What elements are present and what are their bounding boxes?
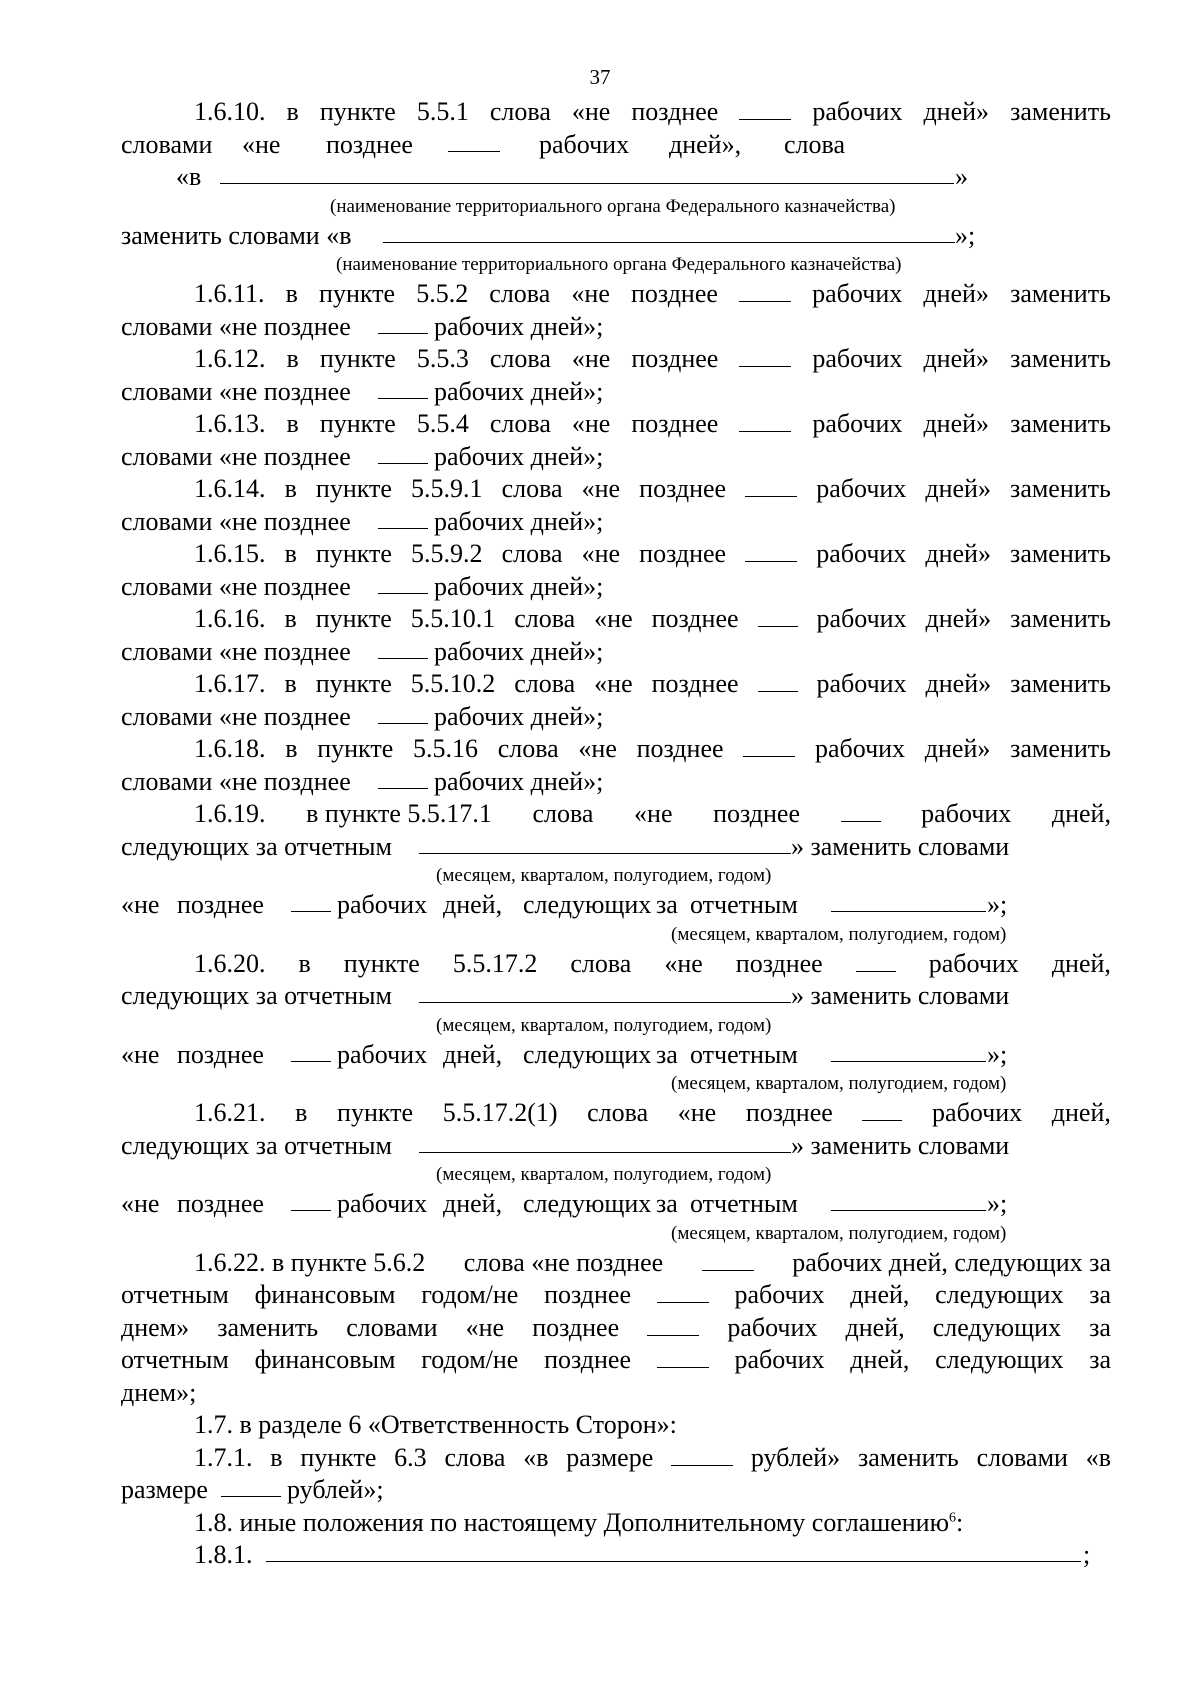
blank-field: [383, 220, 955, 243]
text-line: 1.7. в разделе 6 «Ответственность Сторон»:: [194, 1410, 677, 1439]
text-line: днем» заменить словами «не позднее рабочих дней, следующих за: [121, 1312, 1111, 1342]
text-line: словами «не позднее рабочих дней»;: [121, 766, 604, 796]
blank-field: [221, 1474, 281, 1497]
text-line: 1.6.19. в пункте 5.5.17.1 слова «не позднее рабочих дней,: [194, 799, 1111, 828]
field-caption: (месяцем, кварталом, полугодием, годом): [671, 1073, 1007, 1094]
text-line: 1.6.10. в пункте 5.5.1 слова «не позднее рабочих дней» заменить: [194, 97, 1111, 126]
text-line: днем»;: [121, 1377, 197, 1407]
text-line: 1.6.20. в пункте 5.5.17.2 слова «не позднее рабочих дней,: [194, 948, 1111, 978]
field-caption: (месяцем, кварталом, полугодием, годом): [436, 1164, 772, 1185]
footnote-marker: 6: [949, 1509, 957, 1525]
blank-field: [657, 1345, 709, 1368]
text-line: 1.6.17. в пункте 5.5.10.2 слова «не позднее рабочих дней» заменить: [194, 669, 1111, 698]
blank-field: [831, 1039, 986, 1062]
field-caption: (месяцем, кварталом, полугодием, годом): [671, 923, 1007, 945]
text-line: 1.6.13. в пункте 5.5.4 слова «не позднее рабочих дней» заменить: [194, 409, 1111, 438]
blank-field: [739, 409, 791, 432]
text-line: 1.6.18. в пункте 5.5.16 слова «не позднее рабочих дней» заменить: [194, 734, 1111, 763]
blank-field: [291, 1188, 331, 1211]
text-line: словами «не позднее рабочих дней»;: [121, 636, 604, 666]
blank-field: [647, 1313, 699, 1336]
text-line: следующих за отчетным » заменить словами: [121, 1130, 1010, 1160]
blank-field: [739, 279, 791, 302]
text-line: словами «не позднее рабочих дней»;: [121, 506, 604, 536]
text-line: отчетным финансовым годом/не позднее рабочих дней, следующих за: [121, 1345, 1111, 1374]
blank-field: [291, 1039, 331, 1062]
text-line: заменить словами «в »;: [121, 220, 976, 250]
blank-field: [702, 1248, 754, 1271]
text-line: 1.6.14. в пункте 5.5.9.1 слова «не позднее рабочих дней» заменить: [194, 474, 1111, 503]
text-line: следующих за отчетным » заменить словами: [121, 831, 1010, 861]
blank-field: [220, 161, 954, 184]
blank-field: [378, 376, 428, 399]
text-line: словами «не позднее рабочих дней»;: [121, 571, 604, 601]
text-line: «не позднее рабочих дней, следующих за отчетным »;: [121, 1039, 1008, 1069]
blank-field: [419, 831, 791, 854]
blank-field: [745, 539, 797, 562]
blank-field: [739, 97, 791, 120]
text-line: следующих за отчетным » заменить словами: [121, 981, 1010, 1010]
blank-field: [378, 441, 428, 464]
blank-field: [758, 604, 798, 627]
field-caption: (наименование территориального органа Федерального казначейства): [330, 195, 896, 217]
blank-field: [671, 1443, 733, 1466]
text-line: размере рублей»;: [121, 1475, 384, 1504]
text-line: 1.6.11. в пункте 5.5.2 слова «не позднее рабочих дней» заменить: [194, 279, 1111, 308]
field-caption: (наименование территориального органа Федерального казначейства): [336, 254, 902, 275]
page-number: 37: [589, 65, 611, 89]
blank-field: [419, 980, 791, 1003]
blank-field: [266, 1539, 1081, 1562]
text-line: 1.6.22. в пункте 5.6.2 слова «не позднее рабочих дней, следующих за: [194, 1247, 1111, 1277]
field-caption: (месяцем, кварталом, полугодием, годом): [436, 1014, 772, 1036]
text-line: 1.8. иные положения по настоящему Дополнительному соглашению$^6$:: [194, 1507, 964, 1537]
text-line: 1.6.15. в пункте 5.5.9.2 слова «не позднее рабочих дней» заменить: [194, 539, 1111, 568]
blank-field: [862, 1098, 902, 1121]
text-line: 1.8.1. ;: [194, 1540, 1091, 1569]
blank-field: [378, 701, 428, 724]
text-line: 1.7.1. в пункте 6.3 слова «в размере рублей» заменить словами «в: [194, 1442, 1111, 1472]
blank-field: [841, 799, 881, 822]
text-line: «в »: [176, 162, 968, 191]
document-body: [0, 96, 1200, 1572]
blank-field: [448, 129, 500, 152]
blank-field: [378, 636, 428, 659]
blank-field: [758, 669, 798, 692]
text-line: словами «не позднее рабочих дней», слова: [121, 129, 845, 159]
text-line: словами «не позднее рабочих дней»;: [121, 311, 604, 341]
blank-field: [831, 889, 986, 912]
text-line: словами «не позднее рабочих дней»;: [121, 441, 604, 471]
text-line: «не позднее рабочих дней, следующих за отчетным »;: [121, 890, 1008, 919]
blank-field: [743, 734, 795, 757]
blank-field: [378, 311, 428, 334]
text-line: словами «не позднее рабочих дней»;: [121, 701, 604, 731]
field-caption: (месяцем, кварталом, полугодием, годом): [671, 1222, 1007, 1244]
blank-field: [378, 571, 428, 594]
blank-field: [419, 1130, 791, 1153]
blank-field: [856, 949, 896, 972]
blank-field: [378, 766, 428, 789]
blank-field: [657, 1280, 709, 1303]
blank-field: [378, 506, 428, 529]
blank-field: [739, 344, 791, 367]
text-line: отчетным финансовым годом/не позднее рабочих дней, следующих за: [121, 1280, 1111, 1309]
blank-field: [745, 474, 797, 497]
text-line: «не позднее рабочих дней, следующих за отчетным »;: [121, 1189, 1008, 1218]
text-line: 1.6.21. в пункте 5.5.17.2(1) слова «не позднее рабочих дней,: [194, 1098, 1111, 1127]
text-line: 1.6.12. в пункте 5.5.3 слова «не позднее рабочих дней» заменить: [194, 344, 1111, 373]
text-line: словами «не позднее рабочих дней»;: [121, 376, 604, 406]
blank-field: [291, 889, 331, 912]
blank-field: [831, 1188, 986, 1211]
text-line: 1.6.16. в пункте 5.5.10.1 слова «не позднее рабочих дней» заменить: [194, 604, 1111, 633]
field-caption: (месяцем, кварталом, полугодием, годом): [436, 865, 772, 886]
